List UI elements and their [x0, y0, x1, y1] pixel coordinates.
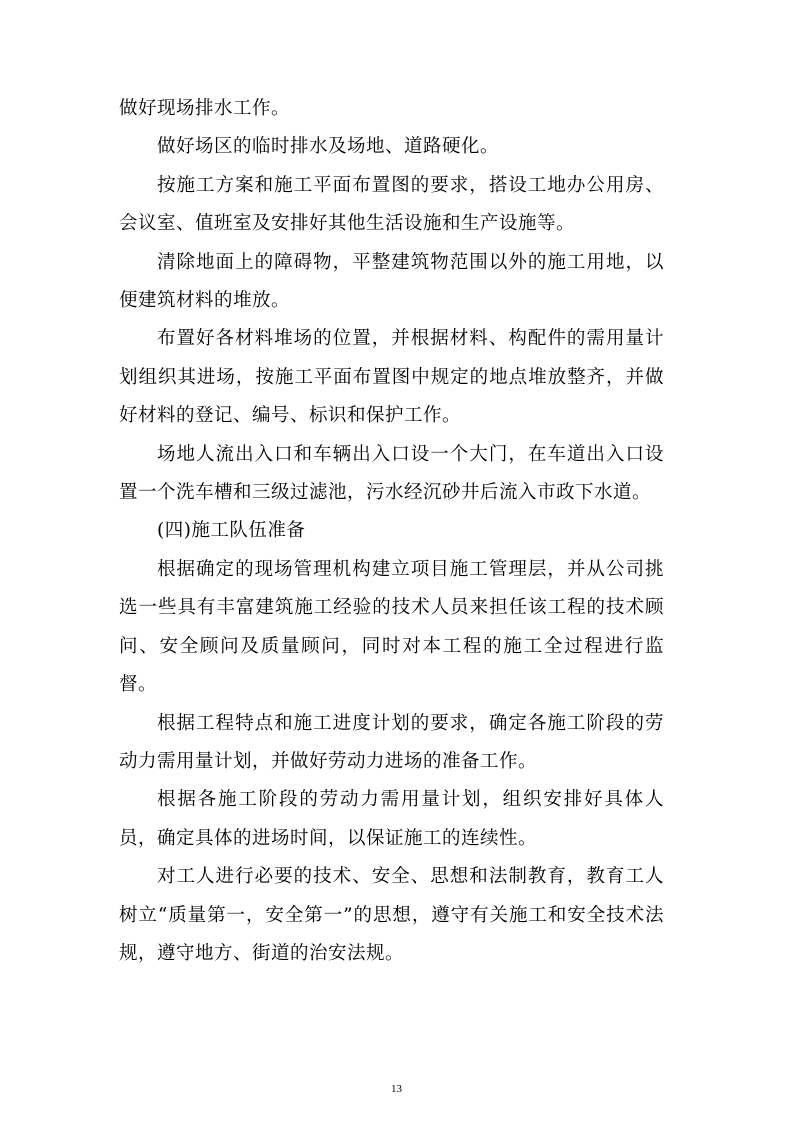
paragraph: 根据各施工阶段的劳动力需用量计划，组织安排好具体人员，确定具体的进场时间，以保证施工的连续性。	[119, 789, 664, 849]
paragraph: 场地人流出入口和车辆出入口设一个大门，在车道出入口设置一个洗车槽和三级过滤池，污水经沉砂井后流入市政下水道。	[119, 443, 664, 504]
paragraph-continuation: 做好现场排水工作。	[119, 98, 291, 119]
body-text	[119, 90, 664, 973]
paragraph: 清除地面上的障碍物，平整建筑物范围以外的施工用地，以便建筑材料的堆放。	[119, 251, 664, 312]
page-number: 13	[391, 1083, 402, 1095]
section-heading: (四)施工队伍准备	[157, 520, 306, 542]
paragraph: 对工人进行必要的技术、安全、思想和法制教育，教育工人树立“质量第一，安全第一”的思想，遵守有关施工和安全技术法规，遵守地方、街道的治安法规。	[119, 866, 664, 964]
paragraph: 根据工程特点和施工进度计划的要求，确定各施工阶段的劳动力需用量计划，并做好劳动力进场的准备工作。	[119, 712, 664, 772]
paragraph: 做好场区的临时排水及场地、道路硬化。	[157, 136, 500, 158]
paragraph: 按施工方案和施工平面布置图的要求，搭设工地办公用房、会议室、值班室及安排好其他生活设施和生产设施等。	[119, 174, 664, 235]
paragraph: 布置好各材料堆场的位置，并根据材料、构配件的需用量计划组织其进场，按施工平面布置图中规定的地点堆放整齐，并做好材料的登记、编号、标识和保护工作。	[119, 328, 664, 427]
paragraph: 根据确定的现场管理机构建立项目施工管理层，并从公司挑选一些具有丰富建筑施工经验的技术人员来担任该工程的技术顾问、安全顾问及质量顾问，同时对本工程的施工全过程进行监督。	[119, 558, 664, 696]
